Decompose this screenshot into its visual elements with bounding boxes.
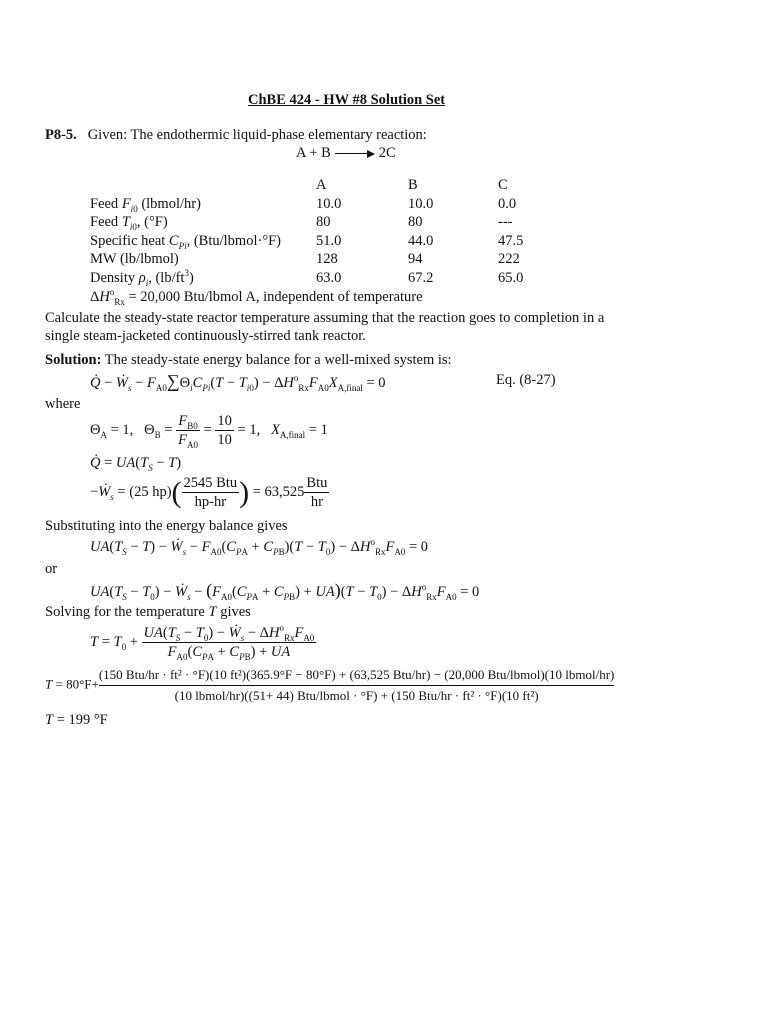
rearranged-equation: $UA(T_S - T_0)$ − Ẇ$_s$ − $(F_{A0}(C_{PA} + C_{PB}) + UA)(T - T_0) - \Delta H^o_{Rx}F_{A0} = 0$ xyxy=(90,580,480,602)
given-text: Given: The endothermic liquid-phase elementary reaction: xyxy=(87,127,427,143)
table-header: C xyxy=(498,177,508,194)
table-cell: 65.0 xyxy=(498,269,524,286)
table-row xyxy=(90,213,558,232)
table-row xyxy=(90,269,558,288)
solution-text: The steady-state energy balance for a well-mixed system is: xyxy=(101,352,452,368)
row-label: Feed $T_{i0}$, (°F) xyxy=(90,214,168,233)
table-cell: 10.0 xyxy=(316,195,342,212)
row-label: Feed $F_{i0}$ (lbmol/hr) xyxy=(90,195,201,214)
table-cell: 44.0 xyxy=(408,232,434,249)
table-cell: 10.0 xyxy=(408,195,434,212)
table-row xyxy=(90,232,558,251)
row-label: Specific heat $C_{Pi}$, (Btu/lbmol·°F) xyxy=(90,232,282,251)
problem-number: P8-5. xyxy=(45,127,77,143)
reaction-arrow-icon xyxy=(335,150,375,158)
table-header-row xyxy=(90,176,558,195)
table-cell: 63.0 xyxy=(316,269,342,286)
energy-balance-equation: Q̇ − Ẇ$_s$ − $F_{A0}\sum\Theta_iC_{Pi}(T - T_{i0}) - \Delta H^o_{Rx}F_{A0}X_{A,final} = 0$ xyxy=(90,371,386,393)
solution-label: Solution: xyxy=(45,352,102,368)
row-label: MW (lb/lbmol) xyxy=(90,251,179,268)
theta-equation: $\Theta_A = 1$, $\Theta_B$ = $\frac{F_{B0}}{F_{A0}}$ = $\frac{10}{10}$ = 1, $X_{A,final} = 1$ xyxy=(90,413,328,451)
reaction-right: 2C xyxy=(378,145,396,161)
table-cell: 0.0 xyxy=(498,195,517,212)
table-header: A xyxy=(316,177,327,194)
substituting-text: Substituting into the energy balance gives xyxy=(45,518,288,534)
table-cell: 80 xyxy=(316,214,331,231)
calc-text-1: Calculate the steady-state reactor temperature assuming that the reaction goes to completion in a xyxy=(45,310,605,326)
heat-transfer-equation: Q̇ = $UA(T_S - T)$ xyxy=(90,455,182,473)
table-cell: 47.5 xyxy=(498,232,524,249)
row-label: Density $\rho_i$, $(lb/ft^3)$ xyxy=(90,267,194,288)
shaft-work-equation: −Ẇ$_s$ = (25 hp)( $\frac{\text{2545 Btu}}{hp-hr}$ ) = 63,525 $\frac{\text{Btu}}{hr}$ xyxy=(90,475,328,511)
numeric-substitution: T = 80°F+ (150 Btu/hr · ft² · °F)(10 ft²)(365.9°F − 80°F) + (63,525 Btu/hr) − (20,000 Btu/lbmol)(10 lbmol/hr) (10 lbmol/hr)((51+ 44) Btu/lbmol · °F) + (150 Btu/hr · ft² · °F)(10 ft²) xyxy=(45,667,615,704)
calc-text-2: single steam-jacketed continuously-stirred tank reactor. xyxy=(45,328,366,344)
where-label: where xyxy=(45,396,81,412)
substituted-equation: $UA(T_S - T)$ − Ẇ$_s$ − $F_{A0}(C_{PA} + C_{PB})(T - T_0) - \Delta H^o_{Rx}F_{A0} = 0$ xyxy=(90,537,428,557)
equation-reference: Eq. (8-27) xyxy=(496,372,556,388)
table-cell: 67.2 xyxy=(408,269,434,286)
table-row xyxy=(90,250,558,269)
reaction-left: A + B xyxy=(296,145,331,161)
table-cell: 51.0 xyxy=(316,232,342,249)
table-cell: 80 xyxy=(408,214,423,231)
heat-of-reaction: $\Delta H^o_{Rx} = 20,000$ Btu/lbmol A, independent of temperature xyxy=(90,287,423,307)
page-title: ChBE 424 - HW #8 Solution Set xyxy=(248,92,446,108)
or-label: or xyxy=(45,561,58,577)
reaction-equation xyxy=(296,144,396,162)
table-header: B xyxy=(408,177,418,194)
table-row xyxy=(90,195,558,214)
table-cell: 222 xyxy=(498,251,520,268)
properties-table xyxy=(90,176,558,287)
table-cell: 128 xyxy=(316,251,338,268)
solution-line xyxy=(45,351,452,369)
temperature-formula: $T = T_0$ + $\frac{UA(T_S - T_0) - Ẇ_s - \Delta H^o_{Rx}F_{A0}}{F_{A0}(C_{PA} + C_{PB}) + UA}$ xyxy=(90,623,315,663)
result: T = 199 °F xyxy=(45,712,108,728)
problem-statement xyxy=(45,126,427,144)
table-cell: --- xyxy=(498,214,513,231)
solving-text: Solving for the temperature T gives xyxy=(45,604,251,620)
table-cell: 94 xyxy=(408,251,423,268)
